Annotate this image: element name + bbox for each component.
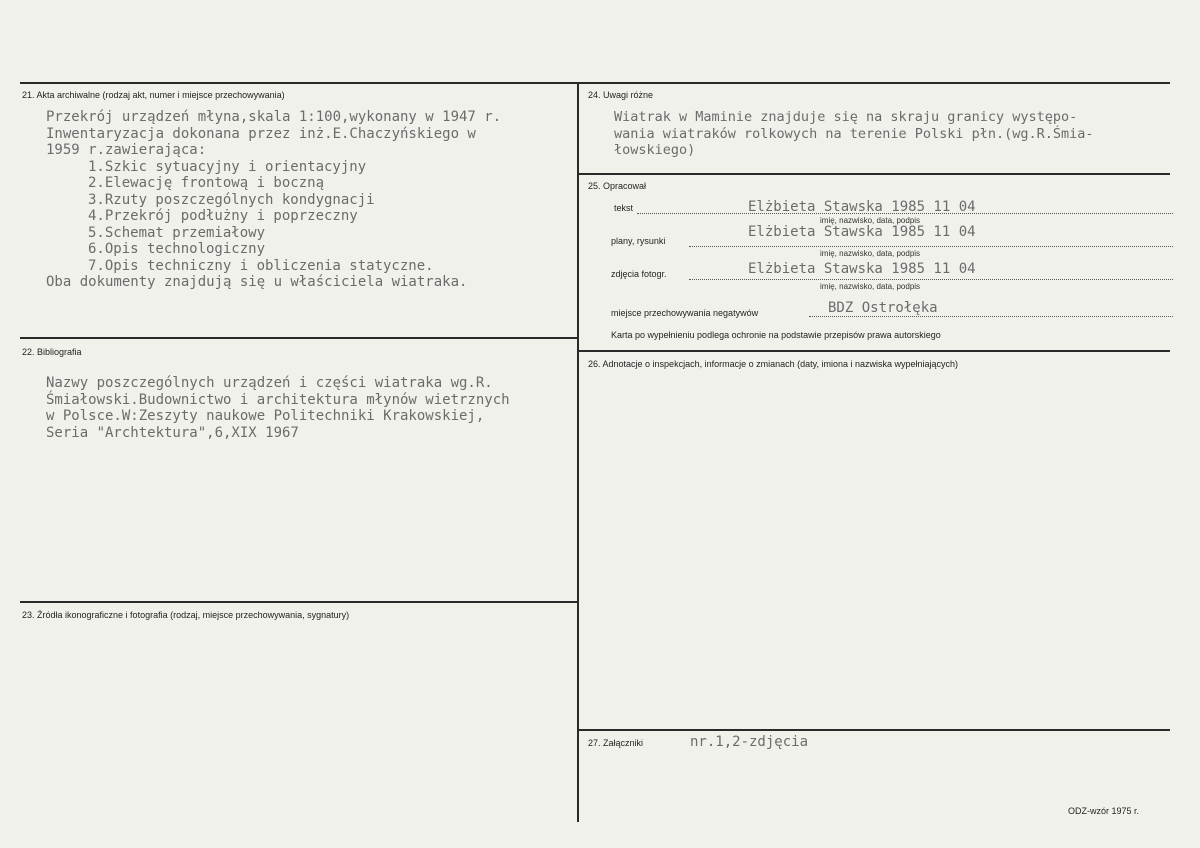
section-27-label: 27. Załączniki [588, 738, 644, 748]
plany-caption: imię, nazwisko, data, podpis [820, 249, 921, 258]
sec21-line: 2.Elewację frontową i boczną [88, 175, 325, 191]
rule-24-25 [579, 173, 1170, 175]
sec21-line: Inwentaryzacja dokonana przez inż.E.Chaczyńskiego w [46, 125, 476, 142]
sec21-line: Przekrój urządzeń młyna,skala 1:100,wykonany w 1947 r. [46, 109, 502, 125]
sec24-line: wania wiatraków rolkowych na terenie Polski płn.(wg.R.Śmia- [614, 125, 1094, 142]
tekst-label: tekst [614, 203, 634, 213]
sec21-line: 3.Rzuty poszczególnych kondygnacji [88, 191, 375, 208]
rule-21-22 [20, 337, 577, 339]
sec22-line: Seria "Archtektura",6,XIX 1967 [46, 424, 299, 441]
sec22-line: Nazwy poszczególnych urządzeń i części wiatraka wg.R. [46, 375, 493, 391]
sec22-line: Śmiałowski.Budownictwo i architektura młynów wietrznych [46, 391, 510, 408]
tekst-value: Elżbieta Stawska 1985 11 04 [748, 199, 976, 215]
section-23-label: 23. Źródła ikonograficzne i fotografia (rodzaj, miejsce przechowywania, sygnatury) [22, 610, 350, 620]
center-divider [577, 82, 579, 822]
sec21-line: 6.Opis technologiczny [88, 241, 266, 257]
sec21-line: 1959 r.zawierająca: [46, 142, 207, 158]
zdjecia-value: Elżbieta Stawska 1985 11 04 [748, 261, 976, 277]
rule-26-27 [579, 729, 1170, 731]
negatywy-label: miejsce przechowywania negatywów [611, 308, 759, 318]
sec22-line: w Polsce.W:Zeszyty naukowe Politechniki Krakowskiej, [46, 408, 485, 424]
sec21-line: 7.Opis techniczny i obliczenia statyczne. [88, 257, 434, 274]
section-22-content [46, 375, 510, 441]
section-21-label: 21. Akta archiwalne (rodzaj akt, numer i miejsce przechowywania) [22, 90, 285, 100]
sec21-line: 4.Przekrój podłużny i poprzeczny [88, 208, 358, 224]
negatywy-value: BDZ Ostrołęka [828, 300, 938, 316]
rule-22-23 [20, 601, 577, 603]
plany-dots [689, 246, 1173, 247]
section-21-content [46, 109, 501, 291]
section-22-label: 22. Bibliografia [22, 347, 82, 357]
section-27-value: nr.1,2-zdjęcia [690, 734, 809, 750]
plany-value: Elżbieta Stawska 1985 11 04 [748, 224, 976, 240]
copyright-note: Karta po wypełnieniu podlega ochronie na podstawie przepisów prawa autorskiego [611, 330, 941, 340]
section-24-label: 24. Uwagi różne [588, 90, 654, 100]
section-24-content [614, 109, 1094, 159]
top-rule [20, 82, 1170, 84]
form-version-footer: ODZ-wzór 1975 r. [1068, 806, 1140, 816]
sec24-line: łowskiego) [614, 142, 696, 158]
sec21-line: 1.Szkic sytuacyjny i orientacyjny [88, 158, 367, 175]
zdjecia-label: zdjęcia fotogr. [611, 269, 667, 279]
zdjecia-dots [689, 279, 1173, 280]
zdjecia-caption: imię, nazwisko, data, podpis [820, 282, 921, 291]
sec24-line: Wiatrak w Maminie znajduje się na skraju granicy występo- [614, 109, 1078, 125]
section-25-label: 25. Opracował [588, 181, 647, 191]
section-26-label: 26. Adnotacje o inspekcjach, informacje o zmianach (daty, imiona i nazwiska wypełniających) [588, 359, 959, 369]
plany-label: plany, rysunki [611, 236, 666, 246]
sec21-line: 5.Schemat przemiałowy [88, 224, 266, 241]
sec21-line: Oba dokumenty znajdują się u właściciela wiatraka. [46, 274, 468, 290]
rule-25-26 [579, 350, 1170, 352]
tekst-caption: imię, nazwisko, data, podpis [820, 216, 921, 225]
